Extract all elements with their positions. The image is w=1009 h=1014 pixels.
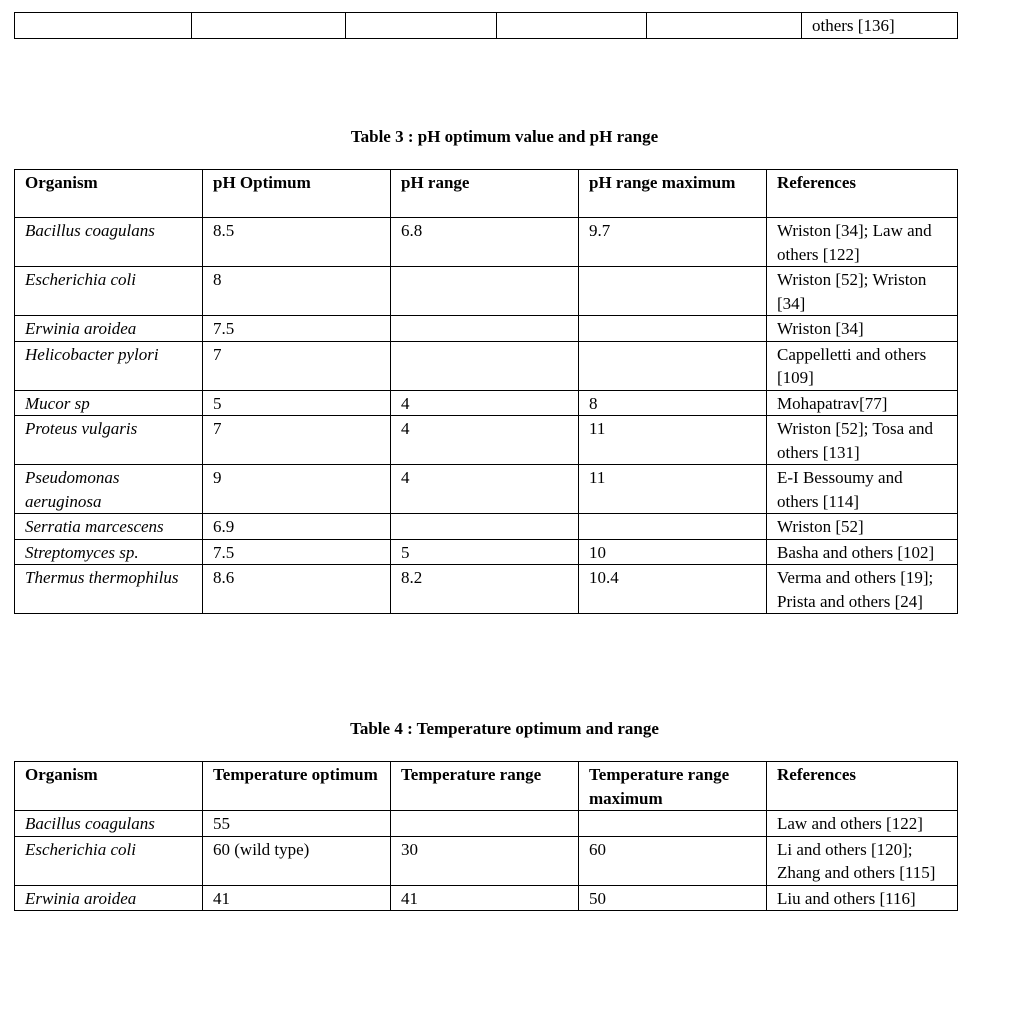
column-header-temperature-range: Temperature range [391, 762, 579, 811]
table-cell: 55 [203, 811, 391, 837]
table-cell: 8.6 [203, 565, 391, 614]
table-cell: Wriston [52]; Wriston [34] [767, 267, 958, 316]
table-cell [346, 13, 497, 39]
column-header-references: References [767, 762, 958, 811]
organism-cell: Helicobacter pylori [15, 341, 203, 390]
table-row [15, 267, 958, 316]
table-cell: 6.9 [203, 514, 391, 540]
column-header-organism: Organism [15, 170, 203, 218]
column-header-references: References [767, 170, 958, 218]
table-row [15, 390, 958, 416]
table-cell: 8 [579, 390, 767, 416]
table-cell: 8 [203, 267, 391, 316]
table-row [15, 465, 958, 514]
table-cell: Liu and others [116] [767, 885, 958, 911]
table-row [15, 885, 958, 911]
column-header-temperature-optimum: Temperature optimum [203, 762, 391, 811]
previous-table-fragment [14, 12, 958, 39]
table-cell: 7 [203, 416, 391, 465]
table-cell: 41 [391, 885, 579, 911]
table-cell: 8.2 [391, 565, 579, 614]
organism-cell: Escherichia coli [15, 836, 203, 885]
organism-cell: Streptomyces sp. [15, 539, 203, 565]
table-cell: 4 [391, 390, 579, 416]
column-header-ph-range-maximum: pH range maximum [579, 170, 767, 218]
table-cell [391, 514, 579, 540]
header-row [15, 762, 958, 811]
table-cell [579, 341, 767, 390]
organism-cell: Pseudomonas aeruginosa [15, 465, 203, 514]
table-cell: 60 [579, 836, 767, 885]
table-cell [579, 514, 767, 540]
header-row [15, 170, 958, 218]
table-cell: 11 [579, 416, 767, 465]
table-row [15, 836, 958, 885]
table-cell: Cappelletti and others [109] [767, 341, 958, 390]
column-header-organism: Organism [15, 762, 203, 811]
temperature-table [14, 761, 958, 911]
table-cell: Wriston [34]; Law and others [122] [767, 218, 958, 267]
table-cell: 5 [391, 539, 579, 565]
table-cell: Law and others [122] [767, 811, 958, 837]
table-cell: 41 [203, 885, 391, 911]
organism-cell: Escherichia coli [15, 267, 203, 316]
table-cell [391, 267, 579, 316]
table-cell [391, 341, 579, 390]
organism-cell: Bacillus coagulans [15, 218, 203, 267]
table-cell: Mohapatrav[77] [767, 390, 958, 416]
organism-cell: Mucor sp [15, 390, 203, 416]
table-row [15, 218, 958, 267]
table-cell: 60 (wild type) [203, 836, 391, 885]
table-cell: 11 [579, 465, 767, 514]
table-cell: 7.5 [203, 316, 391, 342]
table-row [15, 416, 958, 465]
organism-cell: Erwinia aroidea [15, 316, 203, 342]
table-cell: 5 [203, 390, 391, 416]
organism-cell: Erwinia aroidea [15, 885, 203, 911]
table-cell: 9 [203, 465, 391, 514]
table-cell: Li and others [120]; Zhang and others [115] [767, 836, 958, 885]
table-row [15, 539, 958, 565]
table-cell: 4 [391, 416, 579, 465]
table-cell: 10.4 [579, 565, 767, 614]
table-cell: Wriston [52] [767, 514, 958, 540]
table-cell: 9.7 [579, 218, 767, 267]
table4-caption: Table 4 : Temperature optimum and range [350, 719, 659, 738]
table3-caption: Table 3 : pH optimum value and pH range [350, 127, 659, 146]
table-cell [192, 13, 346, 39]
table-row [15, 811, 958, 837]
organism-cell: Thermus thermophilus [15, 565, 203, 614]
table-cell: Wriston [52]; Tosa and others [131] [767, 416, 958, 465]
column-header-ph-range: pH range [391, 170, 579, 218]
table-row [15, 514, 958, 540]
table-cell: 6.8 [391, 218, 579, 267]
table-cell [497, 13, 647, 39]
table-cell: others [136] [802, 13, 958, 39]
table-cell [579, 316, 767, 342]
table-row [15, 316, 958, 342]
table-cell [15, 13, 192, 39]
organism-cell: Proteus vulgaris [15, 416, 203, 465]
table-cell: E-I Bessoumy and others [114] [767, 465, 958, 514]
table-cell [391, 811, 579, 837]
table-row [15, 341, 958, 390]
ph-table [14, 169, 958, 614]
table-cell [579, 267, 767, 316]
table-row [15, 13, 958, 39]
table-cell: 30 [391, 836, 579, 885]
table-cell: 50 [579, 885, 767, 911]
table-cell: 8.5 [203, 218, 391, 267]
table-cell [579, 811, 767, 837]
organism-cell: Serratia marcescens [15, 514, 203, 540]
column-header-temperature-range-maximum: Temperature range maximum [579, 762, 767, 811]
table-cell: 7.5 [203, 539, 391, 565]
table-cell: Basha and others [102] [767, 539, 958, 565]
table-cell: Wriston [34] [767, 316, 958, 342]
table-cell: 4 [391, 465, 579, 514]
organism-cell: Bacillus coagulans [15, 811, 203, 837]
table-cell [391, 316, 579, 342]
table-cell: 10 [579, 539, 767, 565]
table-cell: Verma and others [19]; Prista and others [24] [767, 565, 958, 614]
table-cell: 7 [203, 341, 391, 390]
column-header-ph-optimum: pH Optimum [203, 170, 391, 218]
table-cell [647, 13, 802, 39]
table-row [15, 565, 958, 614]
